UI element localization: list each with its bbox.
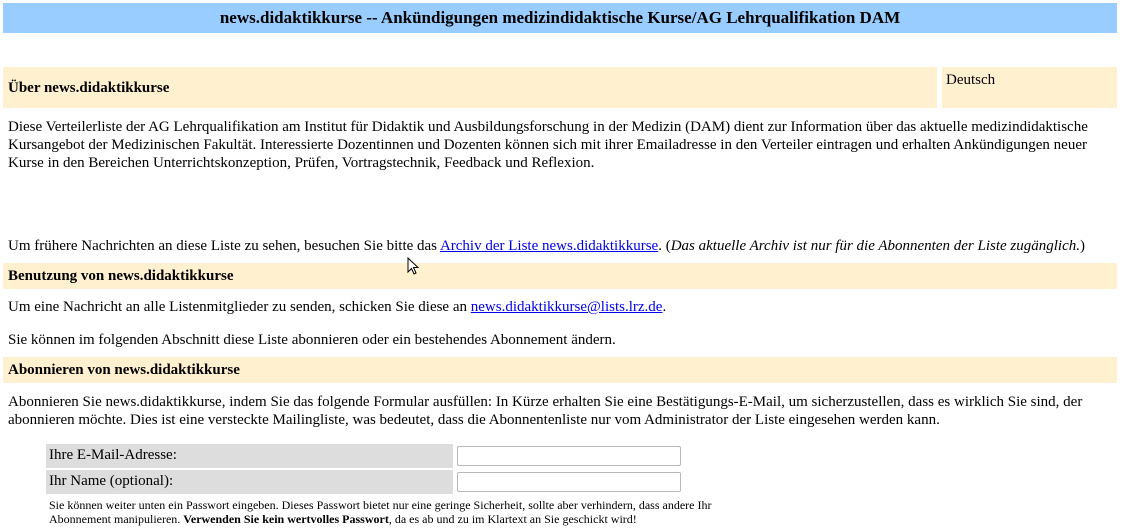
page-title-bar xyxy=(3,3,1117,33)
archive-paragraph: Um frühere Nachrichten an diese Liste zu sehen, besuchen Sie bitte das Archiv der Liste news.didaktikkurse. (Das aktuelle Archiv ist nur für die Abonnenten der Liste zugänglich.) xyxy=(8,238,1085,254)
password-warning: Verwenden Sie kein wertvolles Passwort xyxy=(183,512,389,526)
about-heading: Über news.didaktikkurse xyxy=(8,80,170,96)
subscribe-heading: Abonnieren von news.didaktikkurse xyxy=(8,362,240,378)
archive-link[interactable]: Archiv der Liste news.didaktikkurse xyxy=(439,238,659,254)
name-field[interactable] xyxy=(457,472,681,492)
list-email-link[interactable]: news.didaktikkurse@lists.lrz.de xyxy=(470,299,663,315)
archive-note: Das aktuelle Archiv ist nur für die Abonnenten der Liste zugänglich. xyxy=(670,238,1080,254)
name-label-cell xyxy=(46,470,453,494)
email-field[interactable] xyxy=(457,446,681,466)
language-label: Deutsch xyxy=(946,72,996,88)
subscribe-info: Sie können im folgenden Abschnitt diese Liste abonnieren oder ein bestehendes Abonnement ändern. xyxy=(8,332,616,348)
usage-section-header xyxy=(3,263,1117,289)
language-cell xyxy=(942,67,1117,108)
subscribe-section-header xyxy=(3,357,1117,383)
name-label: Ihr Name (optional): xyxy=(49,473,174,489)
list-description: Diese Verteilerliste der AG Lehrqualifikation am Institut für Didaktik und Ausbildungsforschung in der Medizin (DAM) dient zur Information über das aktuelle medizindidaktische Kursangebot der Medizinischen Fakultät. Interessierte Dozentinnen und Dozenten können sich mit ihrer Emailadresse in den Verteiler eintragen und erhalten Ankündigungen neuer Kurse in den Bereichen Unterrichtskonzeption, Prüfen, Vortragstechnik, Feedback und Reflexion. xyxy=(8,119,1088,171)
email-label-cell xyxy=(46,444,453,468)
password-note: Sie können weiter unten ein Passwort eingeben. Dieses Passwort bietet nur eine geringe Sicherheit, sollte aber verhindern, dass andere Ihr Abonnement manipulieren. Verwenden Sie kein wertvolles Passwort, da es ab und zu im Klartext an Sie geschickt wird! xyxy=(49,498,712,526)
usage-heading: Benutzung von news.didaktikkurse xyxy=(8,268,234,284)
mouse-cursor-icon xyxy=(407,257,421,277)
page-title: news.didaktikkurse -- Ankündigungen medizindidaktische Kurse/AG Lehrqualifikation DAM xyxy=(219,8,901,27)
subscribe-intro: Abonnieren Sie news.didaktikkurse, indem Sie das folgende Formular ausfüllen: In Kürze erhalten Sie eine Bestätigungs-E-Mail, um sicherzustellen, dass es wirklich Sie sind, der abonnieren möchte. Dies ist eine versteckte Mailingliste, was bedeutet, dass die Abonnentenliste nur vom Administrator der Liste eingesehen werden kann. xyxy=(8,394,1083,428)
about-section-header xyxy=(3,67,937,108)
email-label: Ihre E-Mail-Adresse: xyxy=(49,447,177,463)
send-paragraph: Um eine Nachricht an alle Listenmitglieder zu senden, schicken Sie diese an news.didaktikkurse@lists.lrz.de. xyxy=(8,299,667,315)
